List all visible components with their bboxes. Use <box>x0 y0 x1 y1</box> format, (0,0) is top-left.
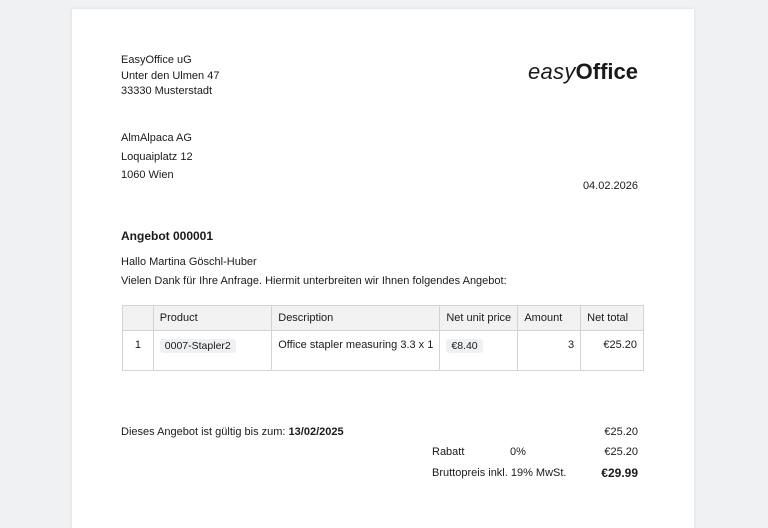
recipient-address <box>121 129 193 185</box>
gross-value: €29.99 <box>601 466 638 480</box>
recipient-name: AlmAlpaca AG <box>121 132 192 144</box>
sender-address <box>121 53 219 100</box>
discount-value: €25.20 <box>604 446 638 458</box>
description-cell: Office stapler measuring 3.3 x 1 <box>272 331 440 371</box>
validity-date: 13/02/2025 <box>288 426 344 438</box>
column-header-net-total: Net total <box>581 306 644 331</box>
validity-note <box>121 426 344 438</box>
unit-price-cell <box>440 331 518 371</box>
discount-percent: 0% <box>510 446 526 458</box>
offer-title: Angebot 000001 <box>121 229 214 243</box>
recipient-city: 1060 Wien <box>121 169 174 181</box>
column-header-description: Description <box>272 306 440 331</box>
product-chip: 0007-Stapler2 <box>160 339 236 353</box>
intro-text: Vielen Dank für Ihre Anfrage. Hiermit unterbreiten wir Ihnen folgendes Angebot: <box>121 275 507 287</box>
sender-name: EasyOffice uG <box>121 54 192 66</box>
column-header-amount: Amount <box>518 306 581 331</box>
table-header-row <box>123 306 644 331</box>
column-header-index <box>123 306 154 331</box>
product-cell <box>153 331 271 371</box>
discount-label: Rabatt <box>432 446 465 458</box>
unit-price-chip: €8.40 <box>446 339 482 353</box>
sender-city: 33330 Musterstadt <box>121 85 213 97</box>
company-logo <box>528 59 638 85</box>
sender-street: Unter den Ulmen 47 <box>121 69 220 82</box>
row-number: 1 <box>123 331 154 371</box>
gross-label: Bruttopreis inkl. 19% MwSt. <box>432 467 567 479</box>
logo-part-easy: easy <box>527 59 576 84</box>
document-date: 04.02.2026 <box>582 180 638 192</box>
items-table <box>122 305 644 371</box>
column-header-product: Product <box>153 306 271 331</box>
net-sum-value: €25.20 <box>604 426 638 438</box>
logo-part-office: Office <box>575 59 638 84</box>
table-row <box>123 331 644 371</box>
amount-cell: 3 <box>518 331 581 371</box>
offer-document <box>72 9 694 528</box>
column-header-unit-price: Net unit price <box>440 306 518 331</box>
net-total-cell: €25.20 <box>581 331 644 371</box>
greeting-text: Hallo Martina Göschl-Huber <box>121 256 257 268</box>
recipient-street: Loquaiplatz 12 <box>121 150 193 163</box>
validity-label: Dieses Angebot ist gültig bis zum: <box>121 426 286 438</box>
